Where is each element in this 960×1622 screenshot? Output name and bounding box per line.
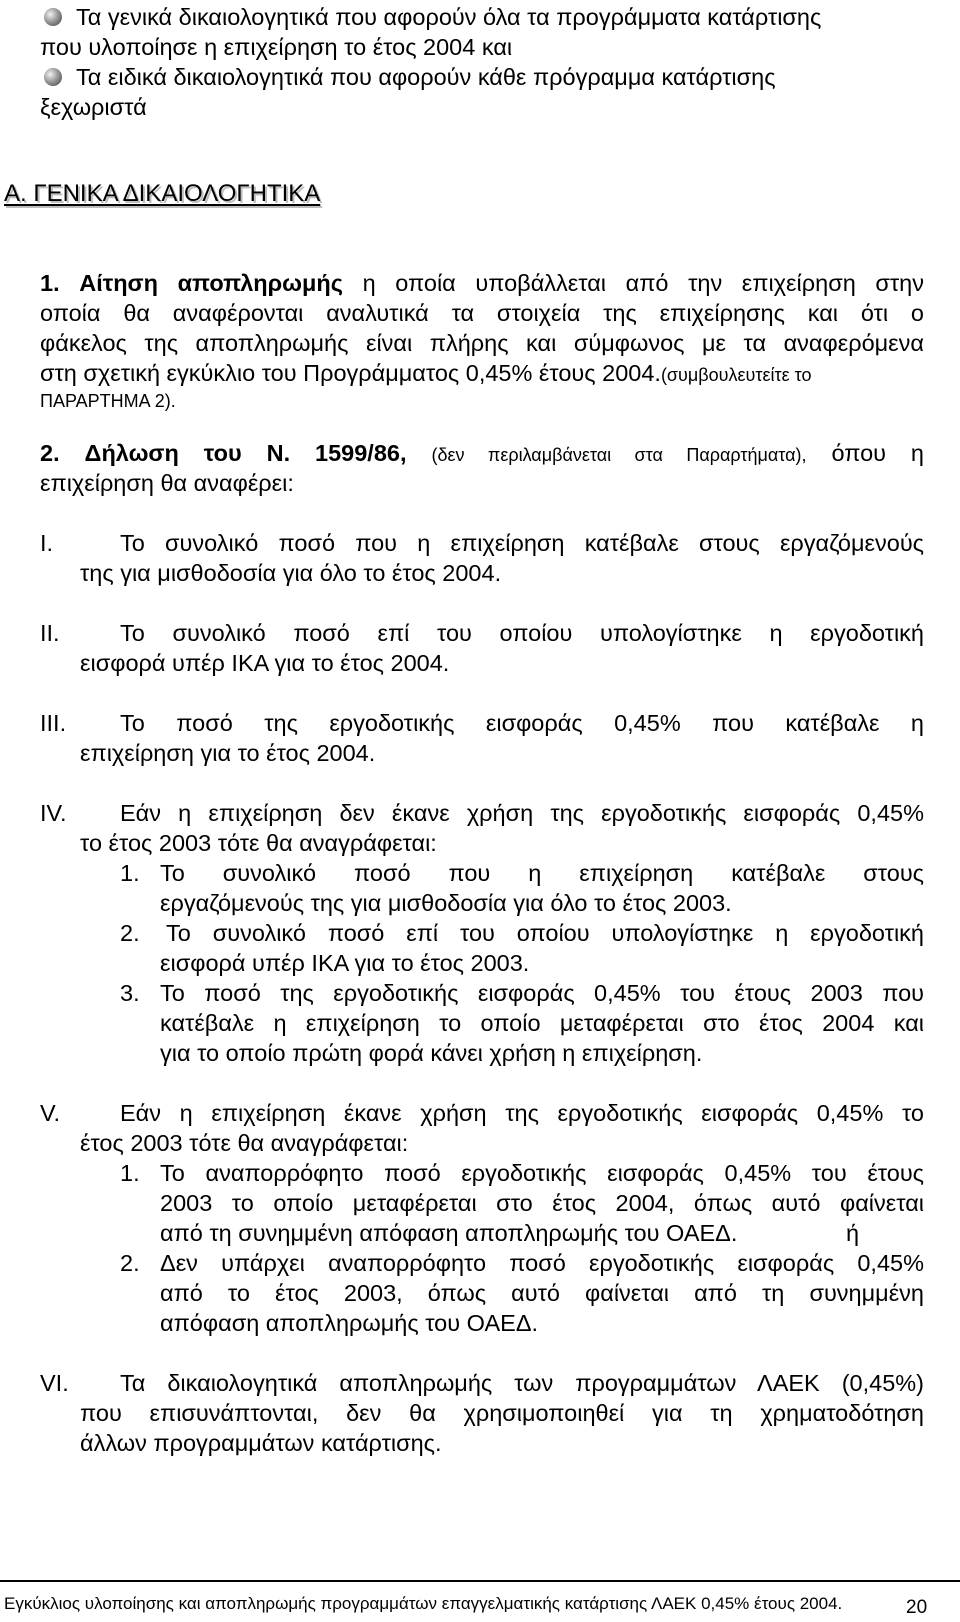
sub-item-text: κατέβαλε η επιχείρηση το οποίο μεταφέρεται στο έτος 2004 και [160,1010,924,1036]
roman-numeral: II. [40,620,60,646]
section-heading: Α. ΓΕΝΙΚΑ ΔΙΚΑΙΟΛΟΓΗΤΙΚΑ [4,180,321,207]
roman-item-text: έτος 2003 τότε θα αναγράφεται: [80,1130,409,1156]
bullet-item-general [44,2,821,32]
roman-item-text: Το ποσό της εργοδοτικής εισφοράς 0,45% που κατέβαλε η [120,710,924,736]
roman-item-text: Τα δικαιολογητικά αποπληρωμής των προγραμμάτων ΛΑΕΚ (0,45%) [120,1370,924,1396]
item-2-title: Δήλωση του Ν. 1599/86, [84,440,407,466]
roman-item-text: Εάν η επιχείρηση δεν έκανε χρήση της εργοδοτικής εισφοράς 0,45% [120,800,924,826]
sub-item-text: εργαζόμενούς της για μισθοδοσία για όλο το έτος 2003. [160,890,732,916]
bullet-text: Τα γενικά δικαιολογητικά που αφορούν όλα τα προγράμματα κατάρτισης [76,4,822,30]
roman-numeral: III. [40,710,67,736]
item-2-number: 2. [40,440,60,466]
sub-item-text: από το έτος 2003, όπως αυτό φαίνεται από τη συνημμένη [160,1280,924,1306]
roman-numeral: I. [40,530,54,556]
roman-item-text: Το συνολικό ποσό επί του οποίου υπολογίστηκε η εργοδοτική [120,620,924,646]
item-2-text: όπου η [831,440,924,466]
bullet-text-cont: που υλοποίησε η επιχείρηση το έτος 2004 και [40,34,513,60]
roman-item-text: εισφορά υπέρ ΙΚΑ για το έτος 2004. [80,650,450,676]
roman-numeral: V. [40,1100,61,1126]
sub-item-text: Το αναπορρόφητο ποσό εργοδοτικής εισφοράς 0,45% του έτους [160,1160,924,1186]
sub-item-text: εισφορά υπέρ ΙΚΑ για το έτος 2003. [160,950,530,976]
item-1-note: (συμβουλευτείτε το [660,365,812,385]
item-1-line: ΠΑΡΑΡΤΗΜΑ 2). [40,391,176,411]
roman-item-text: της για μισθοδοσία για όλο το έτος 2004. [80,560,502,586]
roman-item-text: Το συνολικό ποσό που η επιχείρηση κατέβαλε στους εργαζόμενούς [120,530,924,556]
page-number: 20 [906,1597,928,1618]
item-1-line [40,268,924,298]
roman-item-text: επιχείρηση για το έτος 2004. [80,740,376,766]
roman-item-text: που επισυνάπτονται, δεν θα χρησιμοποιηθεί για τη χρηματοδότηση [80,1400,924,1426]
footer-text: Εγκύκλιος υλοποίησης και αποπληρωμής προγραμμάτων επαγγελματικής κατάρτισης ΛΑΕΚ 0,45% έτους 2004. [4,1594,843,1613]
sub-item-text: από τη συνημμένη απόφαση αποπληρωμής του ΟΑΕΔ. [160,1220,738,1246]
roman-numeral: VI. [40,1370,69,1396]
sub-item-text: απόφαση αποπληρωμής του ΟΑΕΔ. [160,1310,539,1336]
bullet-item-specific [44,62,776,92]
roman-item-text: άλλων προγραμμάτων κατάρτισης. [80,1430,442,1456]
sub-item-number: 2. [120,1250,140,1276]
sub-item-text: Δεν υπάρχει αναπορρόφητο ποσό εργοδοτικής εισφοράς 0,45% [160,1250,924,1276]
sub-item-text: για το οποίο πρώτη φορά κάνει χρήση η επιχείρηση. [160,1040,703,1066]
page-footer [0,1580,960,1622]
bullet-icon [44,8,62,26]
or-conjunction: ή [846,1220,860,1246]
item-2-line [40,438,924,470]
item-2-line: επιχείρηση θα αναφέρει: [40,470,294,496]
sub-item-text: 2003 το οποίο μεταφέρεται στο έτος 2004, όπως αυτό φαίνεται [160,1190,924,1216]
sub-item-text: Το συνολικό ποσό επί του οποίου υπολογίστηκε η εργοδοτική [166,920,924,946]
roman-item-text: το έτος 2003 τότε θα αναγράφεται: [80,830,437,856]
item-1-line: οποία θα αναφέρονται αναλυτικά τα στοιχεία της επιχείρησης και ότι ο [40,300,924,326]
roman-numeral: IV. [40,800,67,826]
item-1-title: Αίτηση αποπληρωμής [79,270,343,296]
item-1-number: 1. [40,270,60,296]
item-1-text: η οποία υποβάλλεται από την επιχείρηση στην [362,270,924,296]
sub-item-number: 1. [120,860,140,886]
sub-item-text: Το συνολικό ποσό που η επιχείρηση κατέβαλε στους [160,860,924,886]
sub-item-number: 3. [120,980,140,1006]
sub-item-number: 2. [120,920,140,946]
bullet-icon [44,68,62,86]
bullet-text: Τα ειδικά δικαιολογητικά που αφορούν κάθε πρόγραμμα κατάρτισης [76,64,776,90]
sub-item-number: 1. [120,1160,140,1186]
item-2-note: (δεν περιλαμβάνεται στα Παραρτήματα), [431,445,807,465]
bullet-text-cont: ξεχωριστά [40,94,147,120]
sub-item-text: Το ποσό της εργοδοτικής εισφοράς 0,45% του έτους 2003 που [160,980,924,1006]
item-1-line: φάκελος της αποπληρωμής είναι πλήρης και σύμφωνος με τα αναφερόμενα [40,330,924,356]
item-1-text: στη σχετική εγκύκλιο του Προγράμματος 0,45% έτους 2004. [40,360,661,386]
roman-item-text: Εάν η επιχείρηση έκανε χρήση της εργοδοτικής εισφοράς 0,45% το [120,1100,924,1126]
